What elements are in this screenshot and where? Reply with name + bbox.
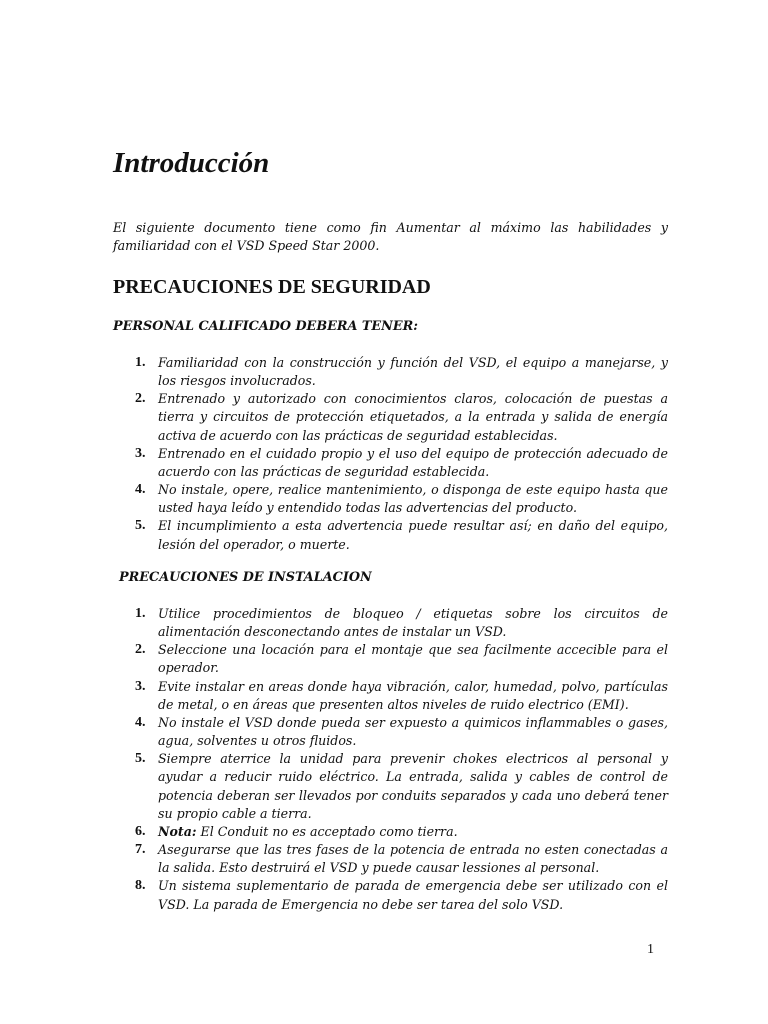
list-item <box>113 354 668 390</box>
list-item <box>113 481 668 517</box>
item-number: 6. <box>135 823 146 839</box>
item-number: 3. <box>135 678 146 694</box>
list-item <box>113 877 668 913</box>
instalacion-list <box>113 605 668 914</box>
note-label: Nota: <box>158 823 197 839</box>
item-number: 1. <box>135 606 146 621</box>
instalacion-heading: PRECAUCIONES DE INSTALACION <box>119 570 372 585</box>
item-number: 2. <box>135 391 146 407</box>
item-number: 5. <box>135 751 146 767</box>
section-heading: PRECAUCIONES DE SEGURIDAD <box>113 276 431 298</box>
list-item <box>113 641 668 677</box>
list-item <box>113 823 668 841</box>
item-text: El incumplimiento a esta advertencia puede resultar así; en daño del equipo, lesión del operador, o muerte. <box>158 518 668 552</box>
list-item <box>113 714 668 750</box>
item-text: El Conduit no es acceptado como tierra. <box>196 823 458 839</box>
item-text: Utilice procedimientos de bloqueo / etiquetas sobre los circuitos de alimentación desconectando antes de instalar un VSD. <box>158 606 668 640</box>
item-text: Un sistema suplementario de parada de emergencia debe ser utilizado con el VSD. La parada de Emergencia no debe ser tarea del solo VSD. <box>158 878 668 912</box>
item-text: Entrenado y autorizado con conocimientos claros, colocación de puestas a tierra y circuitos de protección etiquetados, a la entrada y salida de energía activa de acuerdo con las prácticas de seguridad establecidas. <box>158 391 668 443</box>
list-item <box>113 750 668 823</box>
list-item <box>113 678 668 714</box>
list-item <box>113 445 668 481</box>
list-item <box>113 517 668 553</box>
page-number: 1 <box>647 942 654 957</box>
item-number: 8. <box>135 878 146 894</box>
list-item <box>113 605 668 641</box>
intro-paragraph: El siguiente documento tiene como fin Aumentar al máximo las habilidades y familiaridad con el VSD Speed Star 2000. <box>113 220 668 253</box>
item-text: No instale, opere, realice mantenimiento, o disponga de este equipo hasta que usted haya leído y entendido todas las advertencias del producto. <box>158 482 668 516</box>
personal-heading: PERSONAL CALIFICADO DEBERA TENER: <box>113 319 418 334</box>
item-text: Seleccione una locación para el montaje que sea facilmente accecible para el operador. <box>158 642 668 676</box>
item-number: 1. <box>135 355 146 370</box>
personal-list <box>113 354 668 554</box>
item-text: Siempre aterrice la unidad para prevenir chokes electricos al personal y ayudar a reducir ruido eléctrico. La entrada, salida y cables de control de potencia deberan ser llevados por conduits separados y cada uno deberá tener su propio cable a tierra. <box>158 751 668 821</box>
item-number: 3. <box>135 445 146 461</box>
item-text: Familiaridad con la construcción y función del VSD, el equipo a manejarse, y los riesgos involucrados. <box>158 355 668 389</box>
item-number: 2. <box>135 642 146 658</box>
item-text: Entrenado en el cuidado propio y el uso del equipo de protección adecuado de acuerdo con las prácticas de seguridad establecida. <box>158 445 668 479</box>
item-number: 5. <box>135 518 146 534</box>
item-number: 7. <box>135 842 146 858</box>
item-text: Asegurarse que las tres fases de la potencia de entrada no esten conectadas a la salida. Esto destruirá el VSD y puede causar lessiones al personal. <box>158 842 668 876</box>
item-number: 4. <box>135 482 146 498</box>
item-text: No instale el VSD donde pueda ser expuesto a quimicos inflammables o gases, agua, solventes u otros fluidos. <box>158 714 668 749</box>
list-item <box>113 841 668 877</box>
item-number: 4. <box>135 714 146 730</box>
item-text: Evite instalar en areas donde haya vibración, calor, humedad, polvo, partículas de metal, o en áreas que presenten altos niveles de ruido electrico (EMI). <box>158 678 668 712</box>
page-title: Introducción <box>113 147 270 179</box>
list-item <box>113 390 668 444</box>
